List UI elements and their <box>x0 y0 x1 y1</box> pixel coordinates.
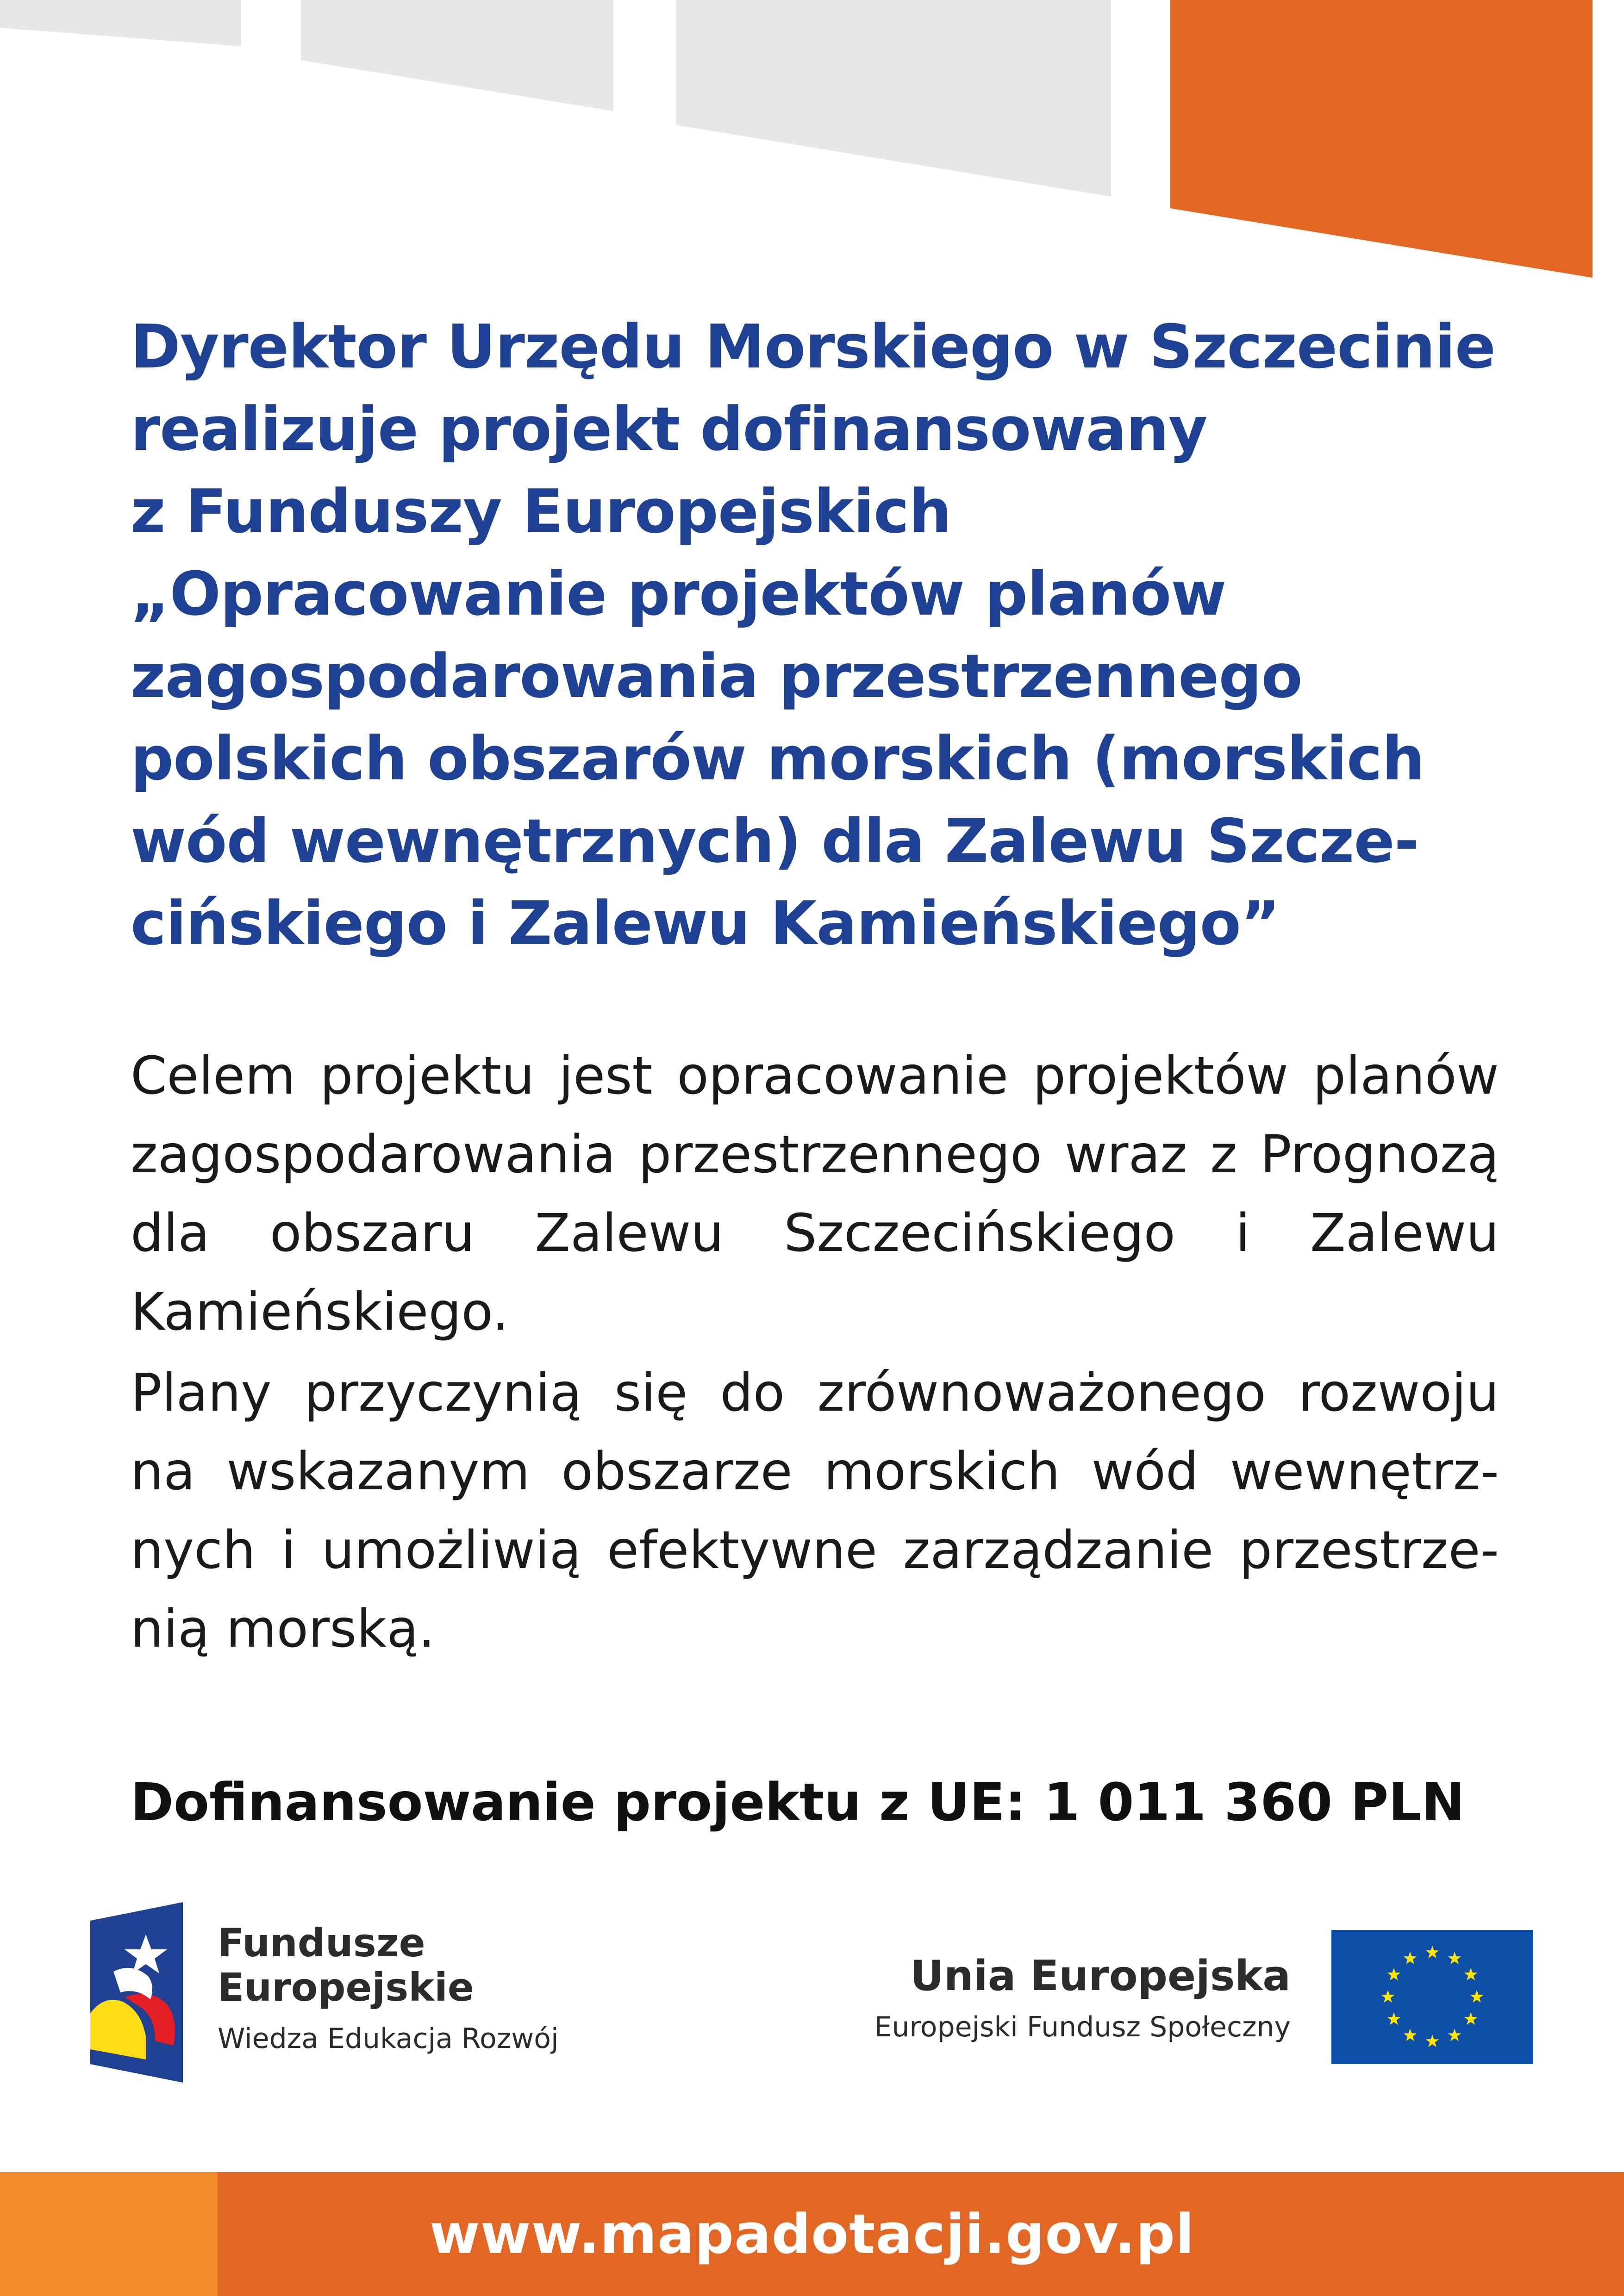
title-line: zagospodarowania przestrzennego <box>131 641 1302 711</box>
unia-europejska-name: Unia Europejska <box>910 1952 1291 2000</box>
paragraph-line: dla obszaru Zalewu Szczecińskiego i Zalewu <box>131 1203 1499 1263</box>
paragraph-line: Kamieńskiego. <box>131 1282 509 1342</box>
paragraph-line: nią morską. <box>131 1599 435 1659</box>
fe-name-line2: Europejskie <box>218 1965 474 2010</box>
fundusze-europejskie-tagline: Wiedza Edukacja Rozwój <box>218 2022 559 2055</box>
eu-flag-icon <box>1331 1930 1533 2064</box>
fundusze-europejskie-name <box>218 1921 474 2010</box>
footer-bar <box>0 2172 1624 2296</box>
fe-name-line1: Fundusze <box>218 1920 425 1966</box>
title-line: wód wewnętrznych) dla Zalewu Szcze- <box>131 806 1419 876</box>
funding-amount: Dofinansowanie projektu z UE: 1 011 360 PLN <box>131 1773 1465 1833</box>
title-line: polskich obszarów morskich (morskich <box>131 723 1424 794</box>
paragraph-line: Celem projektu jest opracowanie projektów planów <box>131 1046 1499 1106</box>
project-goal-paragraph <box>131 1037 1499 1351</box>
paragraph-line: na wskazanym obszarze morskich wód wewnętrz- <box>131 1442 1499 1502</box>
paragraph-line: zagospodarowania przestrzennego wraz z Prognozą <box>131 1125 1499 1185</box>
grey-shape-3 <box>676 0 1111 197</box>
grey-shape-1 <box>0 0 241 46</box>
grey-shape-2 <box>301 0 613 111</box>
title-line: z Funduszy Europejskich <box>131 476 951 547</box>
paragraph-line: nych i umożliwią efektywne zarządzanie przestrze- <box>131 1520 1499 1580</box>
orange-shape <box>1170 0 1593 278</box>
header-decoration <box>0 0 1624 287</box>
title-line: Dyrektor Urzędu Morskiego w Szczecinie <box>131 311 1496 382</box>
efs-name: Europejski Fundusz Społeczny <box>874 2011 1291 2043</box>
footer-url-link[interactable]: www.mapadotacji.gov.pl <box>429 2202 1195 2266</box>
project-impact-paragraph <box>131 1354 1499 1668</box>
fundusze-europejskie-logo-icon <box>86 1902 187 2083</box>
title-line: realizuje projekt dofinansowany <box>131 394 1207 464</box>
title-line: „Opracowanie projektów planów <box>131 559 1226 629</box>
title-line: cińskiego i Zalewu Kamieńskiego” <box>131 888 1280 958</box>
paragraph-line: Plany przyczynią się do zrównoważonego rozwoju <box>131 1363 1499 1423</box>
page-title <box>131 305 1543 964</box>
